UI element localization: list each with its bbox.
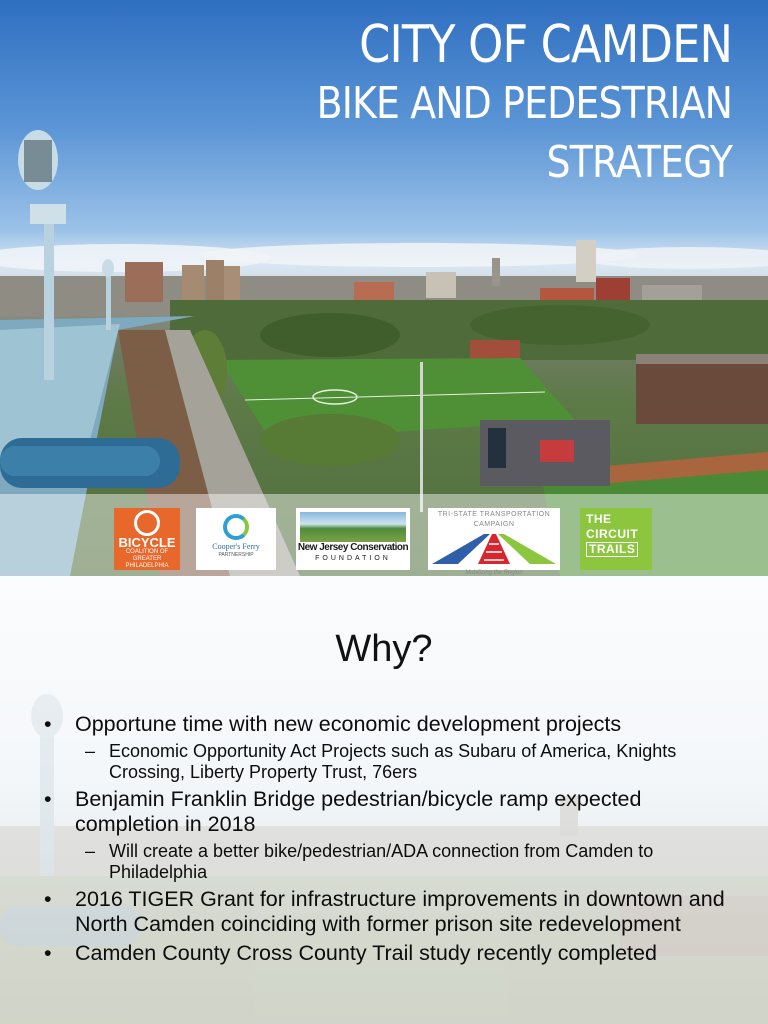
coopers-ferry-ring-icon xyxy=(223,514,249,540)
njcf-logo xyxy=(296,508,410,570)
title-block xyxy=(249,14,732,194)
title-line-3: STRATEGY xyxy=(546,137,732,188)
njcf-sub: FOUNDATION xyxy=(315,555,391,562)
landscape-icon xyxy=(300,512,406,542)
sub-bullet-item: – Economic Opportunity Act Projects such as Subaru of America, Knights Crossing, Liberty Property Trust, 76ers xyxy=(44,741,744,783)
njcf-name: New Jersey Conservation xyxy=(297,542,409,553)
bicycle-coalition-logo xyxy=(114,508,180,570)
coopers-ferry-sub: PARTNERSHIP xyxy=(218,552,254,558)
circuit-trails-line-1: THE xyxy=(586,512,612,526)
road-perspective-icon xyxy=(428,530,560,564)
bullet-item: • Camden County Cross County Trail study recently completed xyxy=(44,941,744,966)
tri-state-sub: Mobilizing the Region xyxy=(465,570,523,576)
bicycle-coalition-name: BICYCLE xyxy=(118,535,176,550)
title-line-2: BIKE AND PEDESTRIAN xyxy=(316,78,732,129)
circuit-trails-logo xyxy=(580,508,652,570)
circuit-trails-line-3: TRAILS xyxy=(586,542,638,557)
coopers-ferry-logo xyxy=(196,508,276,570)
bullet-item: • Benjamin Franklin Bridge pedestrian/bicycle ramp expected completion in 2018 xyxy=(44,787,744,837)
title-line-1: CITY OF CAMDEN xyxy=(359,15,732,75)
tri-state-name: TRI-STATE TRANSPORTATION CAMPAIGN xyxy=(437,511,551,528)
bullet-list xyxy=(44,712,744,970)
circuit-trails-line-2: CIRCUIT xyxy=(586,527,639,541)
partner-logo-strip xyxy=(0,494,768,576)
bicycle-coalition-sub: COALITION OF GREATER PHILADELPHIA xyxy=(125,549,169,569)
why-slide xyxy=(0,576,768,1024)
bullet-item: • Opportune time with new economic development projects xyxy=(44,712,744,737)
sub-bullet-item: – Will create a better bike/pedestrian/ADA connection from Camden to Philadelphia xyxy=(44,841,744,883)
slide-title: Why? xyxy=(335,628,433,670)
coopers-ferry-name: Cooper's Ferry xyxy=(212,542,260,551)
bullet-item: • 2016 TIGER Grant for infrastructure improvements in downtown and North Camden coinciding with former prison site redevelopment xyxy=(44,887,744,937)
bicycle-wheel-icon xyxy=(134,510,160,536)
tri-state-logo xyxy=(428,508,560,576)
